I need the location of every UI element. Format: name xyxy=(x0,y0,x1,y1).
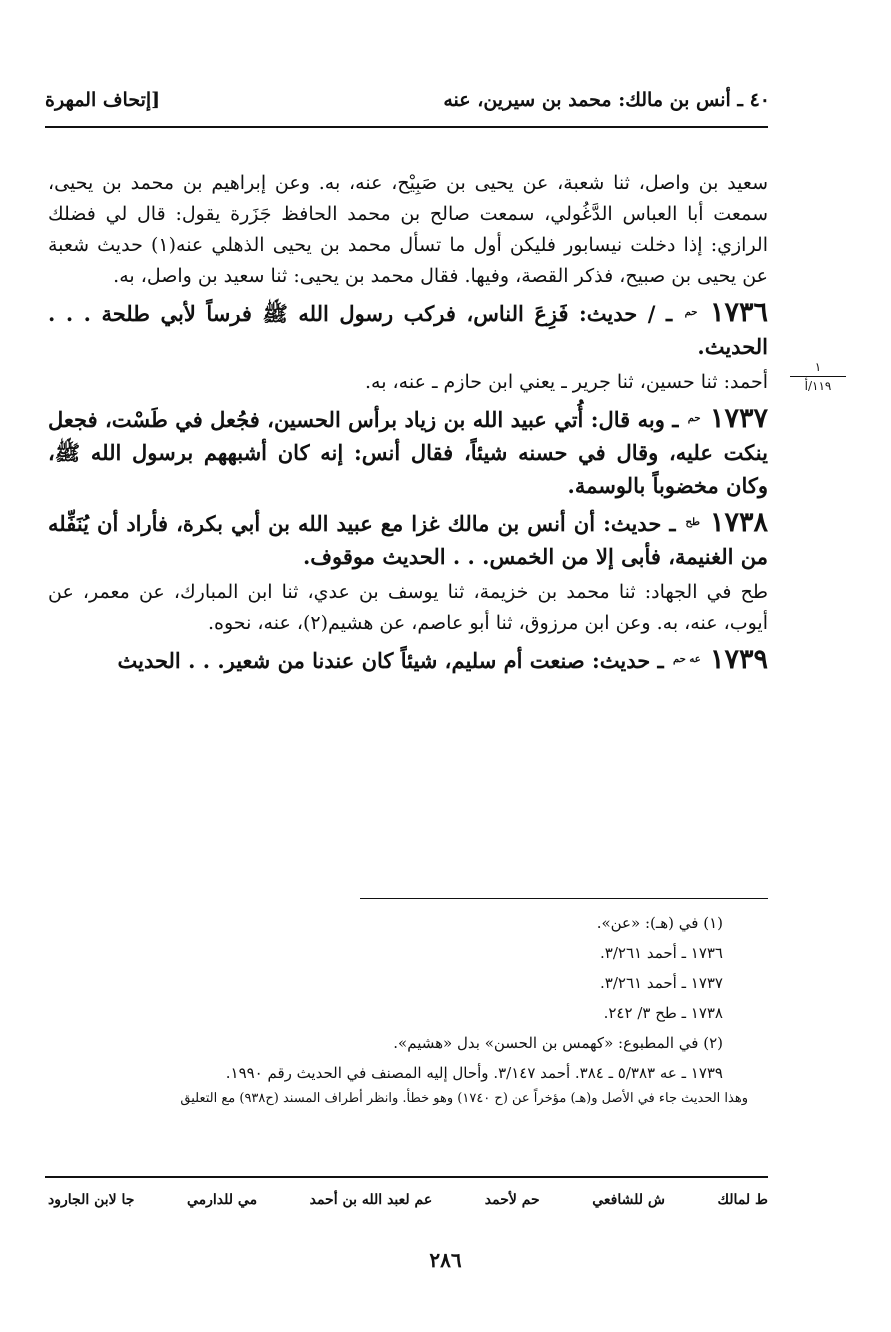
margin-note-top: ١ xyxy=(814,360,822,374)
footnote-line: ١٧٣٧ ـ أحمد ٣/٢٦١. xyxy=(600,974,723,992)
footer-rule xyxy=(45,1176,768,1178)
main-text xyxy=(48,168,768,677)
hadith-1736 xyxy=(48,296,768,363)
source-symbol: حم xyxy=(687,413,701,424)
abbreviation: جا لابن الجارود xyxy=(48,1192,135,1208)
footnote-note: وهذا الحديث جاء في الأصل و(هـ) مؤخراً عن (ح ١٧٤٠) وهو خطأ. وانظر أطراف المسند (ح٩٣٨) مع التعليق xyxy=(180,1091,748,1106)
hadith-number: ١٧٣٧ xyxy=(710,403,769,434)
header-chapter-title: ٤٠ ـ أنس بن مالك: محمد بن سيرين، عنه xyxy=(443,89,770,111)
hadith-1738 xyxy=(48,506,768,573)
hadith-text: ـ وبه قال: أُتي عبيد الله بن زياد برأس الحسين، فجُعل في طَسْت، فجعل ينكت عليه، وقال في حسنه شيئاً، فقال أنس: إنه كان أشبههم برسول الله ﷺ، وكان مخضوباً بالوسمة. xyxy=(48,407,768,498)
header-book-title: [إتحاف المهرة xyxy=(45,89,161,111)
margin-note-bottom: ١١٩/أ xyxy=(790,376,846,393)
hadith-text: ـ / حديث: فَزِعَ الناس، فركب رسول الله ﷺ فرساً لأبي طلحة . . . الحديث. xyxy=(48,301,768,359)
header-rule xyxy=(45,126,768,128)
abbreviations-key xyxy=(48,1192,768,1208)
hadith-number: ١٧٣٩ xyxy=(709,644,768,675)
abbreviation: عم لعبد الله بن أحمد xyxy=(309,1192,433,1208)
opening-paragraph: سعيد بن واصل، ثنا شعبة، عن يحيى بن صَبِيْح، عنه، به. وعن إبراهيم بن محمد بن يحيى، سمعت أبا العباس الدَّغُولي، سمعت صالح بن محمد الحافظ جَزَرة يقول: قال لي فضلك الرازي: إذا دخلت نيسابور فليكن أول ما تسأل محمد بن يحيى الذهلي عنه(١) حديث شعبة عن يحيى بن صبيح، فذكر القصة، وفيها. فقال محمد بن يحيى: ثنا سعيد بن واصل، به. xyxy=(48,172,768,287)
source-symbol: حم xyxy=(684,307,698,318)
hadith-number: ١٧٣٨ xyxy=(710,507,769,538)
margin-note xyxy=(790,360,846,393)
hadith-1737 xyxy=(48,402,768,502)
abbreviation: حم لأحمد xyxy=(484,1192,540,1208)
page-number: ٢٨٦ xyxy=(429,1248,462,1272)
hadith-text: ـ حديث: صنعت أم سليم، شيئاً كان عندنا من شعير. . . الحديث xyxy=(117,648,664,673)
hadith-text: ـ حديث: أن أنس بن مالك غزا مع عبيد الله بن أبي بكرة، فأراد أن يُنَفِّله من الغنيمة، فأبى إلا من الخمس. . . الحديث موقوف. xyxy=(48,511,768,569)
source-paragraph-1738: طح في الجهاد: ثنا محمد بن خزيمة، ثنا يوسف بن عدي، ثنا ابن المبارك، عن معمر، عن أيوب، عنه، به. وعن ابن مرزوق، ثنا أبو عاصم، عن هشيم(٢)، عنه، نحوه. xyxy=(48,581,768,634)
footnote-line: (٢) في المطبوع: «كهمس بن الحسن» بدل «هشيم». xyxy=(393,1034,723,1052)
footnote-line: ١٧٣٦ ـ أحمد ٣/٢٦١. xyxy=(600,944,723,962)
footnote-line: ١٧٣٩ ـ عه ٥/٣٨٣ ـ ٣٨٤. أحمد ٣/١٤٧. وأحال إليه المصنف في الحديث رقم ١٩٩٠. xyxy=(225,1064,723,1082)
footnote-rule xyxy=(360,898,768,899)
footnotes xyxy=(48,908,768,1110)
hadith-1739 xyxy=(48,643,768,677)
footnote-line: (١) في (هـ): «عن». xyxy=(596,914,723,932)
source-symbol: عه حم xyxy=(673,654,701,665)
abbreviation: ط لمالك xyxy=(717,1192,768,1208)
source-paragraph-1736: أحمد: ثنا حسين، ثنا جرير ـ يعني ابن حازم ـ عنه، به. xyxy=(364,371,768,393)
running-header xyxy=(45,80,770,120)
abbreviation: مي للدارمي xyxy=(186,1192,258,1208)
source-symbol: طح xyxy=(685,517,700,528)
abbreviation: ش للشافعي xyxy=(592,1192,665,1208)
hadith-number: ١٧٣٦ xyxy=(710,297,769,328)
footnote-line: ١٧٣٨ ـ طح ٣/ ٢٤٢. xyxy=(603,1004,723,1022)
